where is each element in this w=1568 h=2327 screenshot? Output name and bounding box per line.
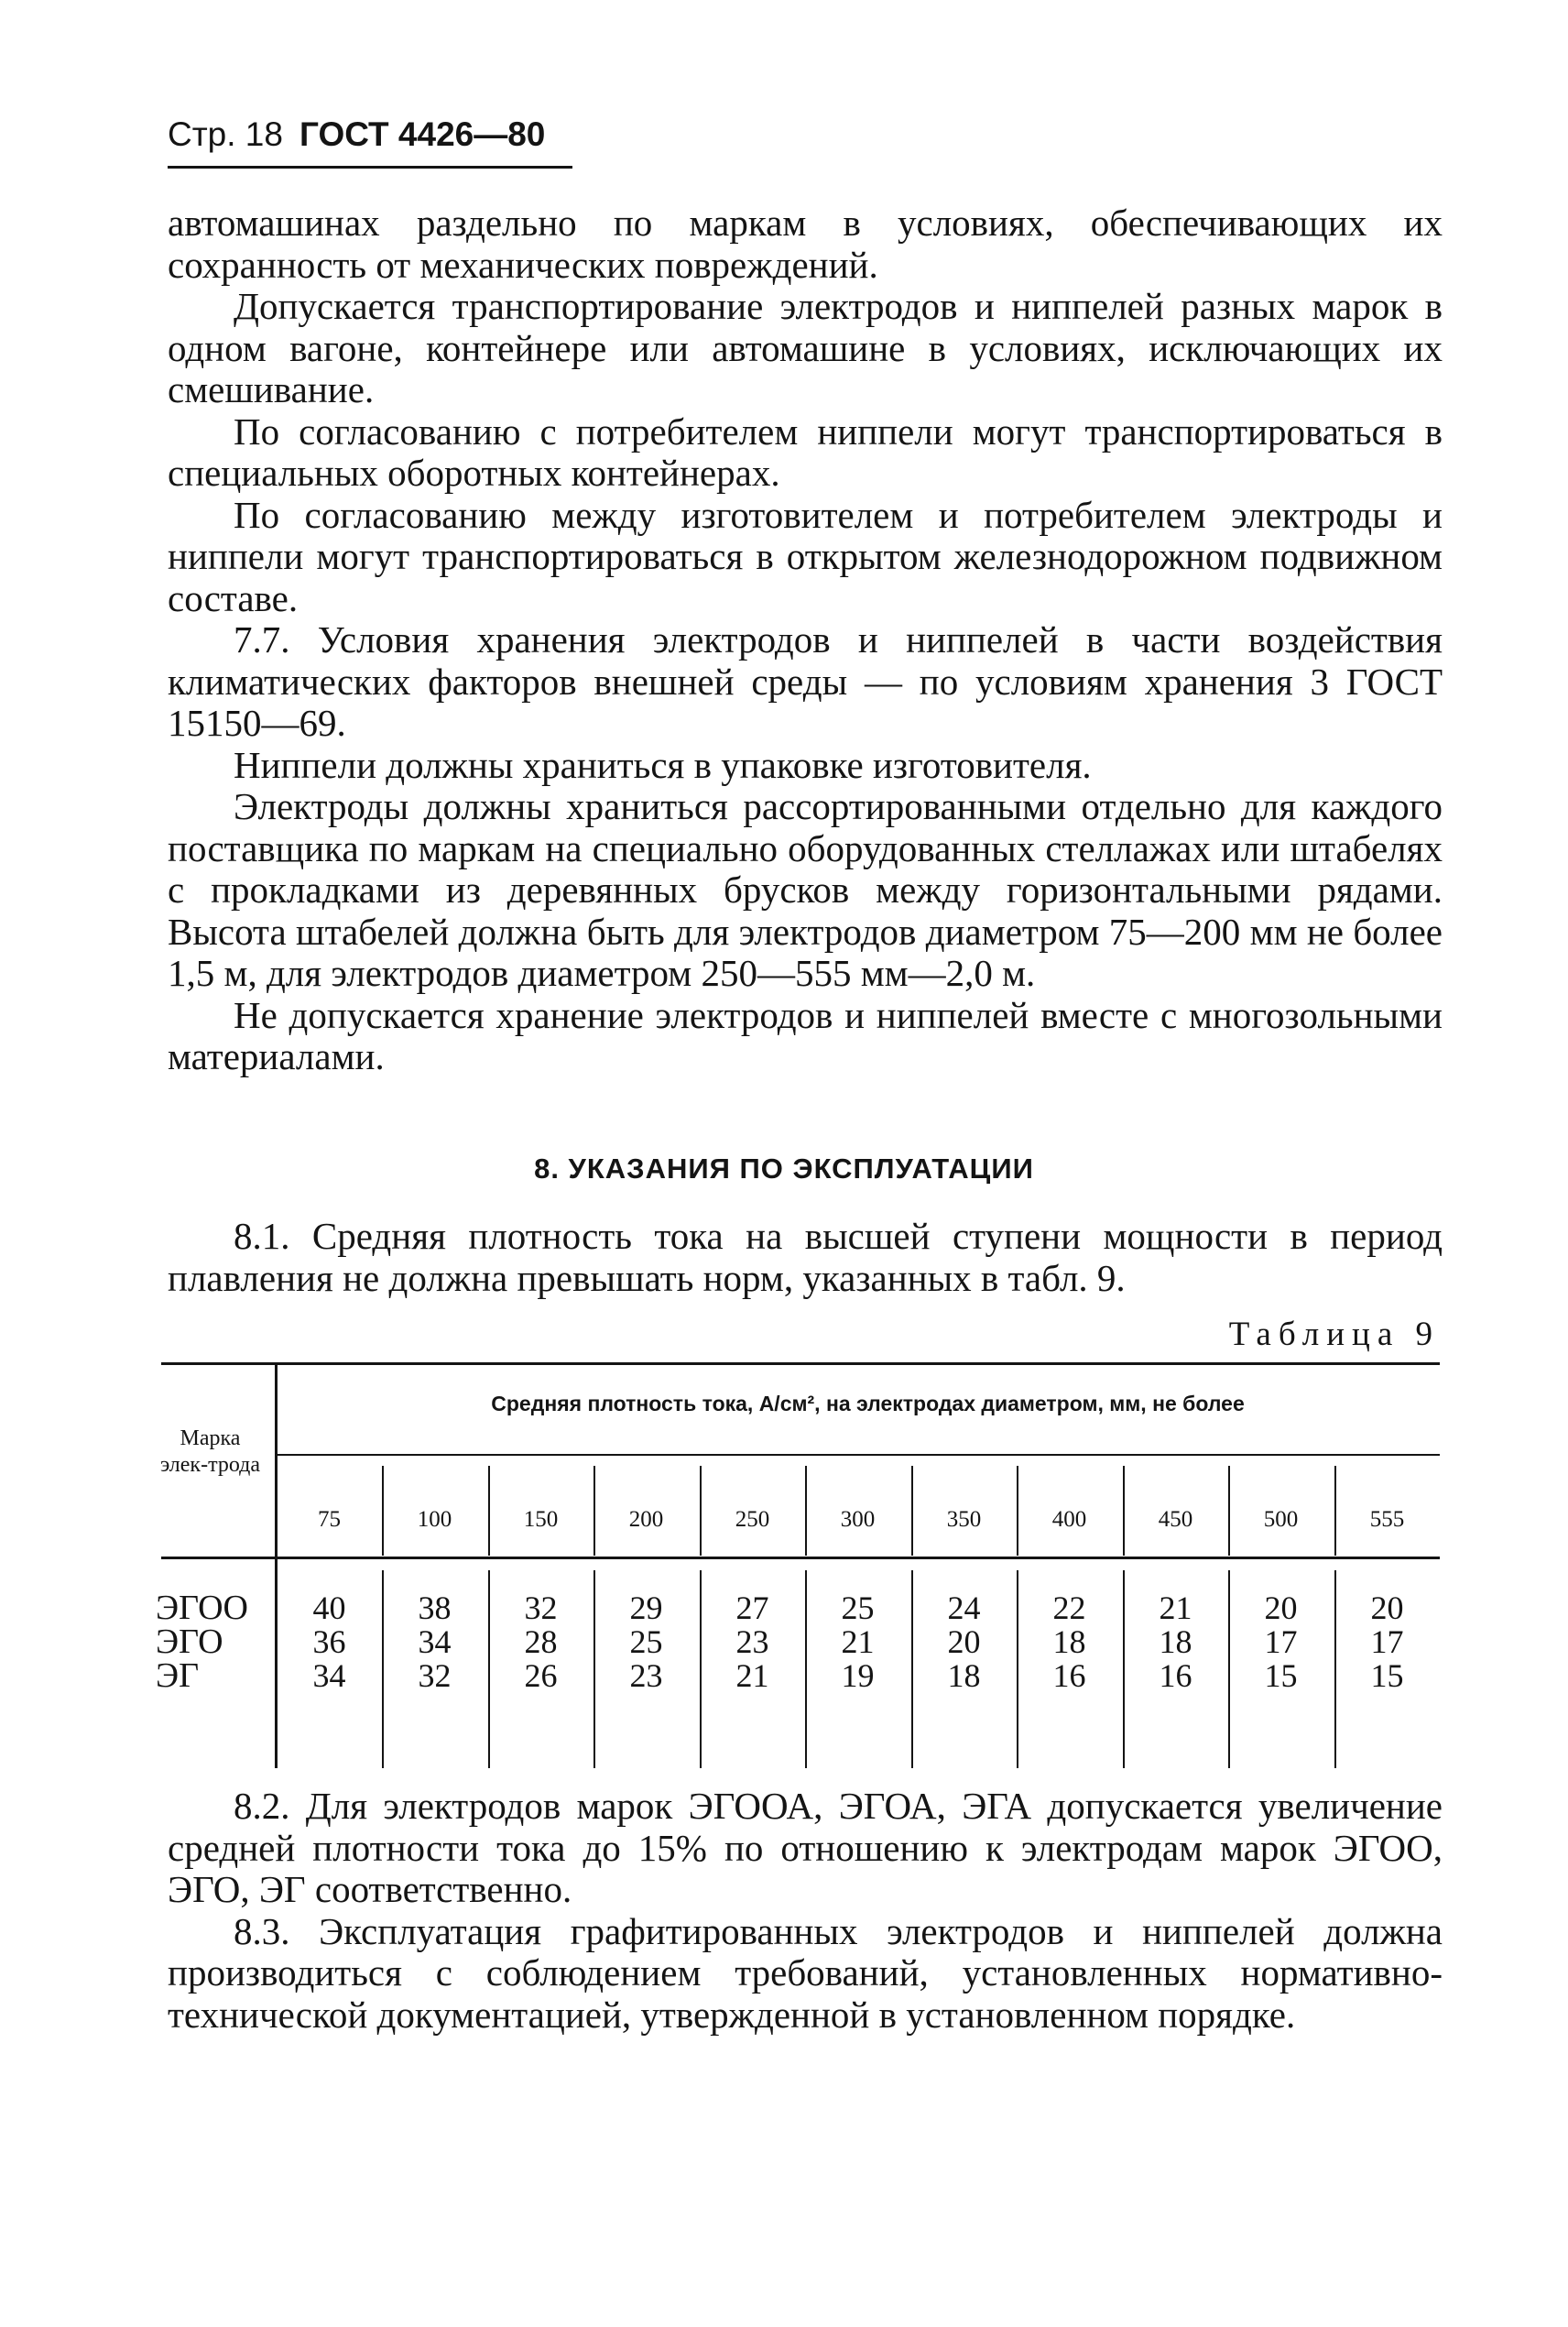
table-mark-column-divider — [275, 1365, 278, 1768]
table-cell: 34 — [312, 1657, 346, 1694]
table-caption: Таблица 9 — [1228, 1316, 1440, 1353]
table-cell: 25 — [629, 1623, 663, 1660]
paragraph-8-2: 8.2. Для электродов марок ЭГООА, ЭГОА, ЭГА допускается увеличение средней плотности тока до 15% по отношению к электродам марок ЭГОО, ЭГО, ЭГ соответственно. — [168, 1785, 1443, 1910]
header-rule — [168, 166, 572, 169]
table-cell: 26 — [524, 1657, 558, 1694]
row-mark-ego: ЭГО — [156, 1622, 223, 1661]
table-subheader-rule — [277, 1454, 1440, 1456]
table-cell: 32 — [524, 1590, 558, 1626]
mark-column-header: Марка элек-трода — [159, 1426, 261, 1477]
table-cell: 21 — [1159, 1590, 1192, 1626]
standard-id: ГОСТ 4426—80 — [299, 115, 546, 153]
body-text-bottom — [168, 1786, 1443, 2036]
paragraph: Не допускается хранение электродов и ниппелей вместе с многозольными материалами. — [168, 993, 1443, 1077]
table-cell: 20 — [947, 1623, 981, 1660]
diameter-header: 100 — [417, 1507, 452, 1532]
body-text-8-1 — [168, 1216, 1443, 1299]
paragraph: автомашинах раздельно по маркам в условиях, обеспечивающих их сохранность от механических повреждений. — [168, 202, 1443, 286]
table-cell: 21 — [735, 1657, 769, 1694]
table-cell: 20 — [1370, 1590, 1404, 1626]
table-cell: 27 — [735, 1590, 769, 1626]
diameter-header: 150 — [523, 1507, 559, 1532]
table-cell: 24 — [947, 1590, 981, 1626]
table-cell: 18 — [947, 1657, 981, 1694]
table-header-bottom-rule — [161, 1557, 1440, 1559]
table-cell: 18 — [1159, 1623, 1192, 1660]
paragraph: По согласованию с потребителем ниппели могут транспортироваться в специальных оборотных контейнерах. — [168, 410, 1443, 494]
table-cell: 16 — [1052, 1657, 1086, 1694]
table-cell: 16 — [1159, 1657, 1192, 1694]
table-cell: 28 — [524, 1623, 558, 1660]
table-cell: 34 — [418, 1623, 452, 1660]
paragraph: По согласованию между изготовителем и потребителем электроды и ниппели могут транспортироваться в открытом железнодорожном подвижном составе. — [168, 493, 1443, 619]
table-cell: 25 — [841, 1590, 875, 1626]
section-title: 8. УКАЗАНИЯ ПО ЭКСПЛУАТАЦИИ — [534, 1153, 1034, 1185]
diameter-header: 300 — [840, 1507, 876, 1532]
density-span-header: Средняя плотность тока, А/см², на электродах диаметром, мм, не более — [491, 1392, 1245, 1415]
table-cell: 18 — [1052, 1623, 1086, 1660]
paragraph: Электроды должны храниться рассортированными отдельно для каждого поставщика по маркам на специально оборудованных стеллажах или штабелях с прокладками из деревянных брусков между горизонтальными рядами. Высота штабелей должна быть для электродов диаметром 75—200 мм не более 1,5 м, для электродов диаметром 250—555 мм—2,0 м. — [168, 785, 1443, 994]
diameter-header: 555 — [1369, 1507, 1405, 1532]
diameter-header: 350 — [946, 1507, 982, 1532]
table-cell: 17 — [1370, 1623, 1404, 1660]
table-cell: 23 — [735, 1623, 769, 1660]
table-cell: 36 — [312, 1623, 346, 1660]
table-cell: 32 — [418, 1657, 452, 1694]
table-cell: 20 — [1264, 1590, 1298, 1626]
table-cell: 21 — [841, 1623, 875, 1660]
table-cell: 17 — [1264, 1623, 1298, 1660]
diameter-header: 450 — [1158, 1507, 1193, 1532]
row-mark-egoo: ЭГОО — [156, 1589, 248, 1627]
table-cell: 38 — [418, 1590, 452, 1626]
table-cell: 29 — [629, 1590, 663, 1626]
table-cell: 40 — [312, 1590, 346, 1626]
row-mark-eg: ЭГ — [156, 1656, 200, 1695]
table-cell: 15 — [1264, 1657, 1298, 1694]
diameter-header: 400 — [1051, 1507, 1087, 1532]
paragraph-7-7: 7.7. Условия хранения электродов и ниппелей в части воздействия климатических факторов внешней среды — по условиям хранения 3 ГОСТ 15150—69. — [168, 618, 1443, 744]
page-header — [168, 114, 545, 156]
table-top-rule — [161, 1362, 1440, 1365]
table-cell: 23 — [629, 1657, 663, 1694]
table-cell: 15 — [1370, 1657, 1404, 1694]
diameter-header: 75 — [318, 1507, 341, 1532]
diameter-header: 250 — [735, 1507, 770, 1532]
paragraph-8-3: 8.3. Эксплуатация графитированных электродов и ниппелей должна производиться с соблюдением требований, установленных нормативно-технической документацией, утвержденной в установленном порядке. — [168, 1909, 1443, 2036]
table-cell: 22 — [1052, 1590, 1086, 1626]
body-text-top — [168, 202, 1443, 1078]
paragraph: Допускается транспортирование электродов и ниппелей разных марок в одном вагоне, контейнере или автомашине в условиях, исключающих их смешивание. — [168, 285, 1443, 410]
diameter-header: 500 — [1263, 1507, 1299, 1532]
page-number: Стр. 18 — [168, 115, 283, 153]
paragraph: Ниппели должны храниться в упаковке изготовителя. — [234, 743, 1092, 786]
table-cell: 19 — [841, 1657, 875, 1694]
paragraph-8-1: 8.1. Средняя плотность тока на высшей ступени мощности в период плавления не должна превышать норм, указанных в табл. 9. — [168, 1215, 1443, 1299]
diameter-header: 200 — [628, 1507, 664, 1532]
